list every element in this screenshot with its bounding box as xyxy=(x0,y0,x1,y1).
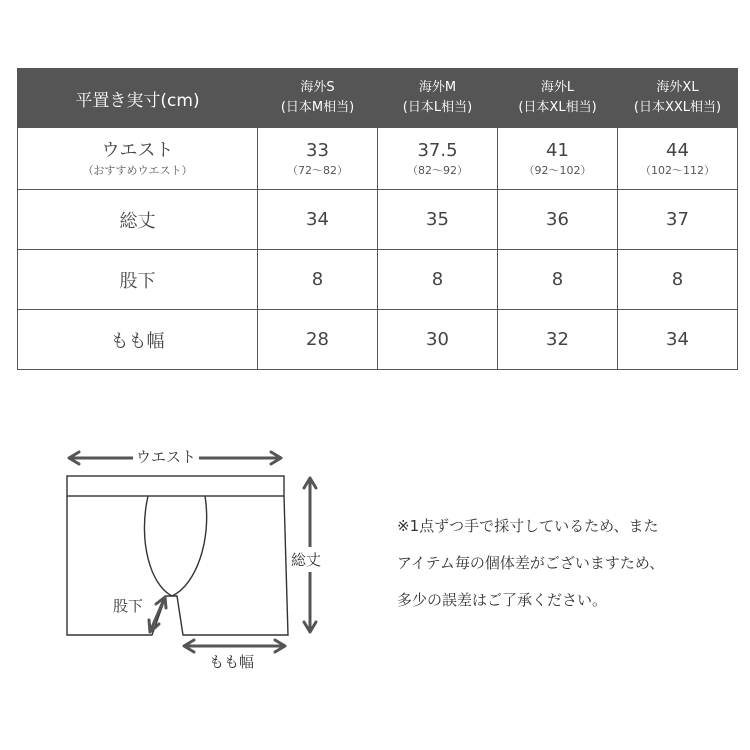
table-corner-header: 平置き実寸(cm) xyxy=(18,69,258,128)
table-cell: 37 xyxy=(618,190,738,250)
cell-subvalue: （82〜92） xyxy=(407,163,468,177)
table-cell: 35 xyxy=(378,190,498,250)
boxer-body-shape xyxy=(67,496,288,635)
table-cell: 36 xyxy=(498,190,618,250)
row-label-text: ウエスト xyxy=(101,139,174,161)
size-equivalent: (日本XL相当) xyxy=(518,100,597,115)
note-line: 多少の誤差はご了承ください。 xyxy=(397,591,608,609)
measure-arrows xyxy=(69,452,316,652)
table-cell: 8 xyxy=(378,250,498,310)
note-line: アイテム毎の個体差がございますため、 xyxy=(397,554,665,572)
measurement-note xyxy=(397,508,737,619)
row-label: 総丈 xyxy=(18,190,258,250)
table-cell: 32 xyxy=(498,310,618,370)
size-name: 海外L xyxy=(540,80,575,95)
size-name: 海外S xyxy=(300,80,335,95)
length-label: 総丈 xyxy=(291,547,321,572)
table-cell: 28 xyxy=(258,310,378,370)
cell-value: 41 xyxy=(546,139,569,161)
waist-label: ウエスト xyxy=(133,446,199,467)
table-cell: 8 xyxy=(498,250,618,310)
cell-value: 37.5 xyxy=(417,139,458,161)
table-cell: 8 xyxy=(618,250,738,310)
table-cell: 34 xyxy=(258,190,378,250)
size-equivalent: (日本M相当) xyxy=(280,100,355,115)
thigh-label: もも幅 xyxy=(209,653,255,671)
table-cell: 30 xyxy=(378,310,498,370)
crotch-panel-shape xyxy=(144,496,206,596)
waistband-shape xyxy=(67,476,284,496)
row-sublabel: （おすすめウエスト） xyxy=(82,163,193,177)
inseam-label: 股下 xyxy=(113,597,144,615)
table-cell: 8 xyxy=(258,250,378,310)
cell-subvalue: （102〜112） xyxy=(640,163,715,177)
cell-value: 33 xyxy=(306,139,329,161)
note-line: ※1点ずつ手で採寸しているため、また xyxy=(397,517,659,535)
cell-subvalue: （92〜102） xyxy=(523,163,592,177)
row-label: 股下 xyxy=(18,250,258,310)
size-name: 海外XL xyxy=(656,80,699,95)
row-label: もも幅 xyxy=(18,310,258,370)
cell-subvalue: （72〜82） xyxy=(287,163,348,177)
size-equivalent: (日本L相当) xyxy=(402,100,473,115)
inseam-arrow-icon xyxy=(149,597,166,632)
size-name: 海外M xyxy=(418,80,457,95)
table-cell: 34 xyxy=(618,310,738,370)
cell-value: 44 xyxy=(666,139,689,161)
boxer-outline xyxy=(67,476,288,635)
size-equivalent: (日本XXL相当) xyxy=(633,100,722,115)
